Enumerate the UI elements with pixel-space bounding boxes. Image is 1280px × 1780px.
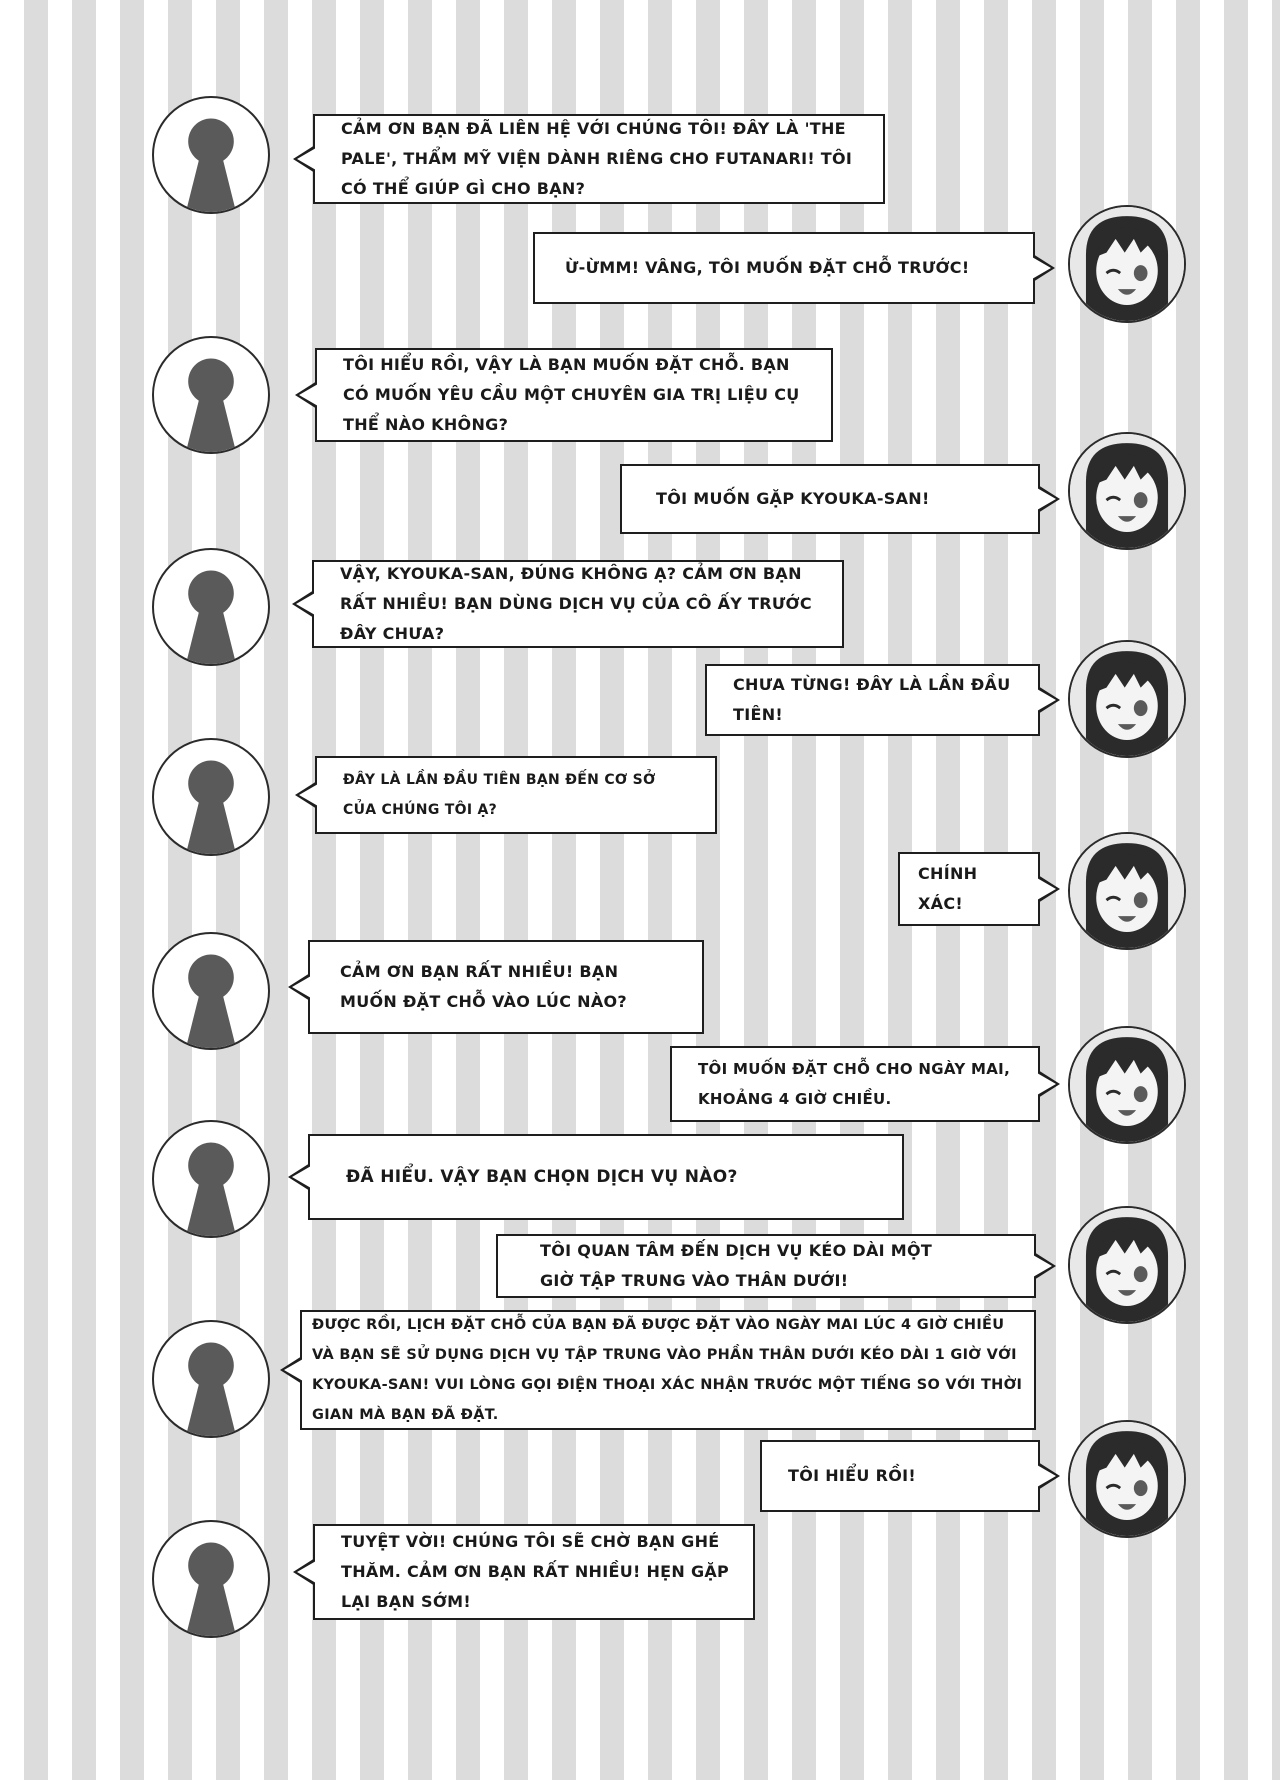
- message-bubble: [315, 348, 833, 442]
- message-text: CẢM ƠN BẠN ĐÃ LIÊN HỆ VỚI CHÚNG TÔI! ĐÂY LÀ 'THE PALE', THẨM MỸ VIỆN DÀNH RIÊNG CHO FUTANARI! TÔI CÓ THỂ GIÚP GÌ CHO BẠN?: [341, 119, 853, 198]
- message-bubble: [300, 1310, 1036, 1430]
- message-text: ĐÃ HIỂU. VẬY BẠN CHỌN DỊCH VỤ NÀO?: [346, 1167, 738, 1187]
- customer-avatar-icon: [1068, 1420, 1186, 1538]
- clinic-avatar-icon: [152, 1120, 270, 1238]
- message-bubble: [496, 1234, 1036, 1298]
- customer-avatar-icon: [1068, 1026, 1186, 1144]
- clinic-avatar-icon: [152, 336, 270, 454]
- clinic-avatar-icon: [152, 1520, 270, 1638]
- message-bubble: [312, 560, 844, 648]
- message-text: TÔI MUỐN GẶP KYOUKA-SAN!: [656, 489, 930, 508]
- clinic-avatar-icon: [152, 1320, 270, 1438]
- message-bubble: [670, 1046, 1040, 1122]
- clinic-avatar-icon: [152, 738, 270, 856]
- message-bubble: [313, 114, 885, 204]
- message-text: CẢM ƠN BẠN RẤT NHIỀU! BẠN MUỐN ĐẶT CHỖ VÀO LÚC NÀO?: [340, 962, 627, 1011]
- message-text: TÔI HIỂU RỒI, VẬY LÀ BẠN MUỐN ĐẶT CHỖ. BẠN CÓ MUỐN YÊU CẦU MỘT CHUYÊN GIA TRỊ LIỆU CỤ THỂ NÀO KHÔNG?: [343, 355, 800, 434]
- clinic-avatar-icon: [152, 96, 270, 214]
- message-text: ĐƯỢC RỒI, LỊCH ĐẶT CHỖ CỦA BẠN ĐÃ ĐƯỢC ĐẶT VÀO NGÀY MAI LÚC 4 GIỜ CHIỀU VÀ BẠN SẼ SỬ DỤNG DỊCH VỤ TẬP TRUNG VÀO PHẦN THÂN DƯỚI KÉO DÀI 1 GIỜ VỚI KYOUKA-SAN! VUI LÒNG GỌI ĐIỆN THOẠI XÁC NHẬN TRƯỚC MỘT TIẾNG SO VỚI THỜI GIAN MÀ BẠN ĐÃ ĐẶT.: [312, 1317, 1023, 1423]
- message-text: Ừ-ỪMM! VÂNG, TÔI MUỐN ĐẶT CHỖ TRƯỚC!: [565, 258, 970, 277]
- customer-avatar-icon: [1068, 205, 1186, 323]
- customer-avatar-icon: [1068, 1206, 1186, 1324]
- customer-avatar-icon: [1068, 832, 1186, 950]
- message-bubble: [705, 664, 1040, 736]
- customer-avatar-icon: [1068, 640, 1186, 758]
- message-bubble: [308, 1134, 904, 1220]
- message-bubble: [313, 1524, 755, 1620]
- message-bubble: [760, 1440, 1040, 1512]
- message-text: ĐÂY LÀ LẦN ĐẦU TIÊN BẠN ĐẾN CƠ SỞ CỦA CHÚNG TÔI Ạ?: [343, 772, 656, 818]
- message-text: CHÍNH XÁC!: [918, 864, 978, 913]
- clinic-avatar-icon: [152, 932, 270, 1050]
- message-text: TÔI QUAN TÂM ĐẾN DỊCH VỤ KÉO DÀI MỘT GIỜ TẬP TRUNG VÀO THÂN DƯỚI!: [540, 1241, 933, 1290]
- message-text: VẬY, KYOUKA-SAN, ĐÚNG KHÔNG Ạ? CẢM ƠN BẠN RẤT NHIỀU! BẠN DÙNG DỊCH VỤ CỦA CÔ ẤY TRƯỚC ĐÂY CHƯA?: [340, 564, 812, 643]
- message-bubble: [533, 232, 1035, 304]
- clinic-avatar-icon: [152, 548, 270, 666]
- customer-avatar-icon: [1068, 432, 1186, 550]
- message-text: TÔI MUỐN ĐẶT CHỖ CHO NGÀY MAI, KHOẢNG 4 GIỜ CHIỀU.: [698, 1060, 1011, 1108]
- message-bubble: [620, 464, 1040, 534]
- message-bubble: [308, 940, 704, 1034]
- message-text: TUYỆT VỜI! CHÚNG TÔI SẼ CHỜ BẠN GHÉ THĂM. CẢM ƠN BẠN RẤT NHIỀU! HẸN GẶP LẠI BẠN SỚM!: [341, 1532, 730, 1611]
- message-text: CHƯA TỪNG! ĐÂY LÀ LẦN ĐẦU TIÊN!: [733, 675, 1011, 724]
- message-text: TÔI HIỂU RỒI!: [788, 1466, 916, 1485]
- message-bubble: [898, 852, 1040, 926]
- message-bubble: [315, 756, 717, 834]
